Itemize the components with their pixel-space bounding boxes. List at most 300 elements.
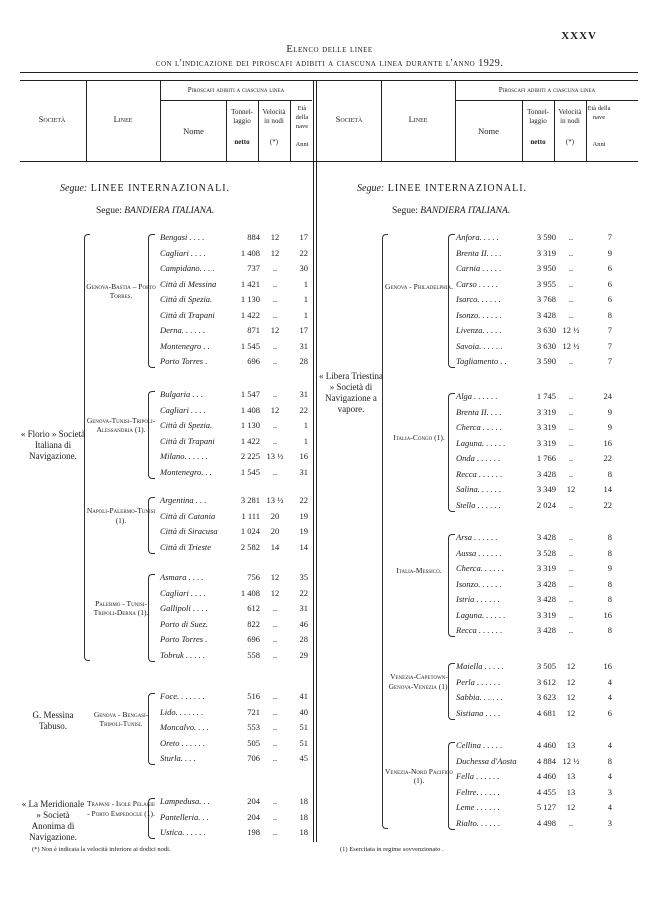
ship-speed: .. bbox=[272, 691, 278, 701]
ship-name: Alga . . . . . . bbox=[456, 391, 498, 401]
ship-age: 18 bbox=[299, 827, 308, 837]
ship-tonnage: 3 612 bbox=[536, 676, 556, 687]
ship-name: Ustica. . . . . . bbox=[160, 827, 206, 837]
ship-speed: .. bbox=[568, 391, 574, 401]
table-header bbox=[20, 80, 638, 162]
ship-age: 6 bbox=[607, 707, 612, 718]
ship-name: Recca . . . . . . bbox=[456, 468, 503, 479]
ship-tonnage: 4 884 bbox=[536, 755, 556, 766]
ship-age: 3 bbox=[607, 817, 612, 828]
ship-tonnage: 3 319 bbox=[536, 437, 556, 448]
table-row bbox=[0, 498, 659, 513]
ship-speed: .. bbox=[272, 263, 278, 273]
ship-tonnage: 721 bbox=[247, 706, 260, 717]
ship-tonnage: 3 950 bbox=[536, 263, 556, 273]
ship-speed: 12 bbox=[566, 802, 576, 812]
ship-speed: .. bbox=[568, 532, 574, 542]
ship-tonnage: 2 582 bbox=[240, 541, 260, 552]
ship-age: 4 bbox=[607, 771, 612, 781]
ship-name: Isonzo. . . . . . bbox=[456, 578, 502, 589]
header-piroscafi-left: Piroscafi adibiti a ciascuna linea bbox=[187, 86, 285, 94]
ship-name: Gallipoli . . . . bbox=[160, 603, 208, 613]
table-row bbox=[0, 323, 659, 338]
ship-age: 14 bbox=[603, 484, 612, 494]
table-row bbox=[0, 706, 659, 721]
ship-speed: .. bbox=[272, 811, 278, 822]
table-row bbox=[0, 623, 659, 638]
ship-speed: .. bbox=[568, 263, 574, 273]
ship-name: Savoia. . . . . . bbox=[456, 340, 503, 351]
ship-tonnage: 1 408 bbox=[240, 587, 260, 598]
header-velocita-right: Velocità in nodi bbox=[558, 108, 582, 125]
ship-age: 28 bbox=[299, 356, 308, 366]
ship-age: 8 bbox=[607, 547, 612, 558]
ship-age: 31 bbox=[299, 340, 308, 351]
ship-age: 7 bbox=[607, 340, 612, 351]
header-velocita-left: Velocità in nodi bbox=[262, 108, 286, 125]
ship-tonnage: 1 111 bbox=[241, 510, 260, 521]
table-row bbox=[0, 738, 659, 753]
ship-speed: .. bbox=[568, 594, 574, 604]
ship-tonnage: 2 225 bbox=[240, 451, 260, 461]
ship-tonnage: 1 408 bbox=[240, 404, 260, 415]
ship-age: 1 bbox=[303, 309, 308, 320]
ship-name: Porto Torres . bbox=[160, 634, 208, 644]
ship-speed: .. bbox=[568, 309, 574, 320]
ship-name: Anfora. . . . . bbox=[456, 232, 499, 242]
table-row bbox=[0, 261, 659, 276]
header-anni-left: Anni bbox=[295, 141, 309, 148]
line-name: Italia-Messico. bbox=[396, 566, 442, 576]
ship-age: 1 bbox=[303, 294, 308, 304]
line-name: Genova - Bengasi-Tripoli-Tunisi. bbox=[93, 709, 149, 729]
table-row bbox=[0, 420, 659, 435]
line-name: Trapani - Isole Pelagie - Porto Empedocle (1). bbox=[86, 799, 156, 818]
ship-speed: .. bbox=[272, 309, 278, 320]
ship-tonnage: 822 bbox=[247, 618, 260, 629]
table-row bbox=[0, 659, 659, 674]
header-eta-right: Età della nave bbox=[587, 105, 611, 121]
right-bandiera: Segue: BANDIERA ITALIANA. bbox=[392, 206, 511, 216]
ship-name: Cagliari . . . . bbox=[160, 404, 206, 415]
ship-speed: .. bbox=[272, 389, 278, 399]
ship-speed: .. bbox=[568, 406, 574, 417]
ship-name: Bengasi . . . . bbox=[160, 232, 205, 242]
header-linee-left: Linee bbox=[113, 114, 133, 124]
table-row bbox=[0, 436, 659, 451]
ship-tonnage: 3 428 bbox=[536, 625, 556, 635]
ship-age: 22 bbox=[603, 499, 612, 510]
ship-age: 1 bbox=[303, 278, 308, 289]
ship-speed: 12 bbox=[270, 572, 280, 582]
ship-speed: .. bbox=[272, 340, 278, 351]
ship-name: Lampedusa. . . bbox=[160, 796, 210, 806]
company-name: « Florio » Società Italiana di Navigazione. bbox=[20, 428, 86, 461]
ship-age: 22 bbox=[299, 587, 308, 598]
ship-age: 4 bbox=[607, 740, 612, 750]
ship-tonnage: 1 766 bbox=[536, 453, 556, 463]
page-number: XXXV bbox=[561, 30, 597, 42]
ship-name: Città di Trapani bbox=[160, 309, 215, 320]
ship-tonnage: 553 bbox=[247, 722, 260, 732]
line-name: Venezia-Capetown-Genova-Venezia (1). bbox=[388, 672, 450, 691]
table-row bbox=[0, 690, 659, 705]
line-name: Genova-Tunisi-Tripoli-Alessandria (1). bbox=[86, 415, 156, 434]
ship-speed: 12 bbox=[270, 232, 280, 242]
ship-tonnage: 1 422 bbox=[240, 435, 260, 446]
ship-name: Salina. . . . . . bbox=[456, 484, 502, 494]
ship-name: Asmara . . . . bbox=[160, 572, 204, 582]
ship-speed: 13 bbox=[566, 771, 576, 781]
ship-tonnage: 4 498 bbox=[536, 817, 556, 828]
ship-tonnage: 3 955 bbox=[536, 278, 556, 289]
ship-tonnage: 204 bbox=[247, 811, 260, 822]
ship-name: Onda . . . . . . bbox=[456, 453, 501, 463]
header-bottom-rule bbox=[20, 161, 638, 162]
ship-speed: .. bbox=[272, 294, 278, 304]
ship-name: Sistiana . . . . bbox=[456, 707, 501, 718]
ship-age: 1 bbox=[303, 420, 308, 430]
ship-speed: 12 bbox=[270, 404, 280, 415]
ship-tonnage: 505 bbox=[247, 737, 260, 748]
ship-name: Laguna. . . . . . bbox=[456, 609, 506, 620]
header-linee-right: Linee bbox=[408, 114, 428, 124]
line-bracket bbox=[448, 742, 455, 830]
line-name: Genova-Bastia – Porto Torres. bbox=[86, 281, 156, 301]
ship-speed: .. bbox=[568, 294, 574, 304]
ship-age: 46 bbox=[299, 618, 308, 629]
header-top-rule bbox=[20, 80, 638, 81]
ship-tonnage: 3 319 bbox=[536, 247, 556, 258]
ship-age: 6 bbox=[607, 294, 612, 304]
company-name: G. Messina Tabuso. bbox=[32, 709, 74, 731]
ship-speed: .. bbox=[568, 578, 574, 589]
ship-age: 22 bbox=[299, 404, 308, 415]
line-name: Palermo - Tunisi-Tripoli-Derna (1). bbox=[93, 598, 149, 617]
ship-tonnage: 884 bbox=[247, 232, 260, 242]
ship-tonnage: 3 428 bbox=[536, 309, 556, 320]
ship-speed: .. bbox=[272, 420, 278, 430]
ship-tonnage: 5 127 bbox=[536, 802, 556, 812]
ship-age: 8 bbox=[607, 594, 612, 604]
ship-speed: .. bbox=[568, 278, 574, 289]
ship-tonnage: 706 bbox=[247, 753, 260, 763]
ship-speed: .. bbox=[568, 356, 574, 366]
ship-age: 8 bbox=[607, 755, 612, 766]
ship-tonnage: 696 bbox=[247, 356, 260, 366]
ship-age: 17 bbox=[299, 325, 308, 335]
divider bbox=[455, 100, 638, 101]
ship-tonnage: 756 bbox=[247, 572, 260, 582]
ship-name: Oreto . . . . . . bbox=[160, 737, 206, 748]
ship-name: Città di Spezia. bbox=[160, 420, 213, 430]
line-name: Genova - Philadelphia. bbox=[385, 281, 453, 291]
header-tonnellaggio-right: Tonnel-laggio bbox=[527, 108, 549, 125]
ship-tonnage: 3 630 bbox=[536, 325, 556, 335]
ship-tonnage: 1 545 bbox=[240, 340, 260, 351]
ship-name: Fella . . . . . . bbox=[456, 771, 500, 781]
ship-name: Sturla. . . . bbox=[160, 753, 196, 763]
ship-tonnage: 3 319 bbox=[536, 609, 556, 620]
ship-age: 22 bbox=[299, 247, 308, 258]
ship-name: Arsa . . . . . . bbox=[456, 532, 498, 542]
table-row bbox=[0, 482, 659, 497]
line-bracket bbox=[448, 534, 455, 637]
ship-age: 16 bbox=[603, 609, 612, 620]
ship-age: 31 bbox=[299, 603, 308, 613]
ship-tonnage: 3 623 bbox=[536, 692, 556, 702]
ship-speed: .. bbox=[272, 737, 278, 748]
ship-tonnage: 2 024 bbox=[536, 499, 556, 510]
header-velocita-note-right: (*) bbox=[565, 138, 575, 146]
ship-age: 19 bbox=[299, 510, 308, 521]
ship-speed: .. bbox=[568, 422, 574, 432]
footnote-right: (1) Esercitata in regime sovvenzionato . bbox=[340, 846, 444, 853]
ship-age: 6 bbox=[607, 278, 612, 289]
ship-age: 16 bbox=[603, 437, 612, 448]
line-name: Italia-Congo (1). bbox=[393, 433, 445, 442]
ship-speed: .. bbox=[568, 453, 574, 463]
ship-name: Argentina . . . bbox=[160, 495, 207, 505]
ship-age: 24 bbox=[603, 391, 612, 401]
ship-tonnage: 4 460 bbox=[536, 771, 556, 781]
header-societa-right: Società bbox=[335, 114, 363, 124]
ship-tonnage: 1 130 bbox=[240, 294, 260, 304]
line-bracket bbox=[448, 234, 455, 368]
ship-age: 19 bbox=[299, 526, 308, 536]
ship-age: 9 bbox=[607, 563, 612, 573]
ship-name: Porto di Suez. bbox=[160, 618, 208, 629]
ship-speed: 12 bbox=[270, 247, 280, 258]
ship-speed: 20 bbox=[270, 510, 280, 521]
ship-age: 16 bbox=[603, 661, 612, 671]
ship-speed: .. bbox=[568, 499, 574, 510]
ship-tonnage: 3 428 bbox=[536, 594, 556, 604]
ship-speed: 12 ½ bbox=[562, 340, 580, 351]
table-row bbox=[0, 816, 659, 831]
ship-age: 9 bbox=[607, 406, 612, 417]
header-eta-left: Età della nave bbox=[295, 105, 309, 130]
ship-age: 9 bbox=[607, 247, 612, 258]
line-bracket bbox=[448, 393, 455, 512]
ship-tonnage: 3 590 bbox=[536, 232, 556, 242]
header-velocita-note-left: (*) bbox=[269, 138, 279, 146]
ship-name: Cellina . . . . . bbox=[456, 740, 503, 750]
ship-tonnage: 3 428 bbox=[536, 468, 556, 479]
divider bbox=[313, 80, 314, 162]
table-row bbox=[0, 451, 659, 466]
ship-name: Città di Trieste bbox=[160, 541, 212, 552]
ship-age: 40 bbox=[299, 706, 308, 717]
ship-speed: .. bbox=[568, 817, 574, 828]
ship-age: 41 bbox=[299, 691, 308, 701]
ship-tonnage: 4 681 bbox=[536, 707, 556, 718]
ship-name: Stella . . . . . . bbox=[456, 499, 501, 510]
ship-name: Recca . . . . . . bbox=[456, 625, 503, 635]
table-row bbox=[0, 230, 659, 245]
company-bracket bbox=[382, 234, 388, 829]
ship-age: 8 bbox=[607, 532, 612, 542]
ship-tonnage: 3 281 bbox=[240, 495, 260, 505]
table-row bbox=[0, 339, 659, 354]
ship-tonnage: 1 408 bbox=[240, 247, 260, 258]
ship-tonnage: 3 590 bbox=[536, 356, 556, 366]
header-nome-left: Nome bbox=[183, 126, 204, 136]
ship-name: Perla . . . . . . bbox=[456, 676, 501, 687]
ship-speed: 12 bbox=[566, 484, 576, 494]
ship-tonnage: 612 bbox=[247, 603, 260, 613]
ship-speed: .. bbox=[272, 278, 278, 289]
ship-speed: 12 bbox=[566, 692, 576, 702]
ship-speed: .. bbox=[568, 247, 574, 258]
ship-speed: 13 bbox=[566, 786, 576, 797]
ship-age: 1 bbox=[303, 435, 308, 446]
ship-tonnage: 3 630 bbox=[536, 340, 556, 351]
ship-name: Città di Siracusa bbox=[160, 526, 218, 536]
ship-age: 9 bbox=[607, 422, 612, 432]
ship-tonnage: 737 bbox=[247, 263, 260, 273]
ship-speed: .. bbox=[272, 649, 278, 660]
ship-name: Maiella . . . . . bbox=[456, 661, 504, 671]
ship-age: 28 bbox=[299, 634, 308, 644]
ship-name: Isarco. . . . . . bbox=[456, 294, 501, 304]
company-name: « La Meridionale » Società Anonima di Navigazione. bbox=[21, 799, 85, 843]
ship-age: 8 bbox=[607, 468, 612, 479]
page-title: Elenco delle linee bbox=[286, 44, 373, 55]
ship-age: 22 bbox=[299, 495, 308, 505]
table-row bbox=[0, 246, 659, 261]
header-netto-left: netto bbox=[234, 138, 250, 146]
ship-tonnage: 3 768 bbox=[536, 294, 556, 304]
table-row bbox=[0, 467, 659, 482]
ship-name: Brenta II. . . . bbox=[456, 247, 502, 258]
ship-speed: .. bbox=[272, 753, 278, 763]
table-row bbox=[0, 754, 659, 769]
ship-age: 14 bbox=[299, 541, 308, 552]
ship-speed: .. bbox=[272, 618, 278, 629]
ship-name: Istria . . . . . . bbox=[456, 594, 500, 604]
ship-name: Cagliari . . . . bbox=[160, 247, 206, 258]
ship-speed: .. bbox=[568, 468, 574, 479]
ship-tonnage: 3 505 bbox=[536, 661, 556, 671]
ship-name: Città di Spezia. bbox=[160, 294, 213, 304]
ship-name: Campidano. . . . bbox=[160, 263, 215, 273]
ship-name: Montenegro. . . bbox=[160, 466, 212, 477]
table-row bbox=[0, 292, 659, 307]
ship-age: 22 bbox=[603, 453, 612, 463]
ship-name: Tobruk . . . . . bbox=[160, 649, 206, 660]
ship-speed: 13 bbox=[566, 740, 576, 750]
ship-name: Derna. . . . . . bbox=[160, 325, 206, 335]
ship-age: 8 bbox=[607, 625, 612, 635]
ship-name: Cherca. . . . . . bbox=[456, 563, 505, 573]
ship-tonnage: 558 bbox=[247, 649, 260, 660]
ship-name: Bulgaria . . . bbox=[160, 389, 203, 399]
ship-speed: 12 bbox=[270, 587, 280, 598]
ship-speed: 12 bbox=[566, 676, 576, 687]
ship-age: 8 bbox=[607, 578, 612, 589]
ship-tonnage: 4 455 bbox=[536, 786, 556, 797]
ship-speed: .. bbox=[272, 796, 278, 806]
header-anni-right: Anni bbox=[592, 141, 606, 148]
ship-age: 29 bbox=[299, 649, 308, 660]
ship-tonnage: 1 545 bbox=[240, 466, 260, 477]
ship-tonnage: 1 024 bbox=[240, 526, 260, 536]
ship-tonnage: 204 bbox=[247, 796, 260, 806]
ship-tonnage: 1 130 bbox=[240, 420, 260, 430]
ship-speed: .. bbox=[568, 625, 574, 635]
table-row bbox=[0, 577, 659, 592]
ship-tonnage: 3 349 bbox=[536, 484, 556, 494]
table-row bbox=[0, 608, 659, 623]
ship-name: Carnia . . . . . bbox=[456, 263, 502, 273]
ship-speed: 12 bbox=[566, 661, 576, 671]
header-societa-left: Società bbox=[38, 114, 66, 124]
ship-speed: 20 bbox=[270, 526, 280, 536]
ship-tonnage: 3 319 bbox=[536, 422, 556, 432]
ship-name: Città di Trapani bbox=[160, 435, 215, 446]
table-row bbox=[0, 277, 659, 292]
ship-name: Livenza. . . . . bbox=[456, 325, 502, 335]
ship-name: Montenegro . . bbox=[160, 340, 210, 351]
ship-tonnage: 696 bbox=[247, 634, 260, 644]
table-row bbox=[0, 785, 659, 800]
line-name: Napoli-Palermo-Tunisi (1). bbox=[86, 506, 156, 525]
ship-name: Cagliari . . . . bbox=[160, 587, 206, 598]
table-row bbox=[0, 530, 659, 545]
ship-age: 4 bbox=[607, 692, 612, 702]
ship-name: Brenta II. . . . bbox=[456, 406, 502, 417]
ship-age: 18 bbox=[299, 811, 308, 822]
ship-age: 7 bbox=[607, 325, 612, 335]
ship-speed: 13 ½ bbox=[266, 451, 284, 461]
ship-age: 4 bbox=[607, 676, 612, 687]
ship-tonnage: 3 319 bbox=[536, 563, 556, 573]
ship-name: Duchessa d'Aosta bbox=[456, 755, 517, 766]
left-bandiera: Segue: BANDIERA ITALIANA. bbox=[96, 206, 215, 216]
ship-tonnage: 3 319 bbox=[536, 406, 556, 417]
ship-tonnage: 1 745 bbox=[536, 391, 556, 401]
ship-tonnage: 4 460 bbox=[536, 740, 556, 750]
header-nome-right: Nome bbox=[478, 126, 499, 136]
ship-name: Lido. . . . . . . bbox=[160, 706, 204, 717]
ship-tonnage: 3 528 bbox=[536, 547, 556, 558]
ship-age: 8 bbox=[607, 309, 612, 320]
ship-speed: .. bbox=[272, 466, 278, 477]
table-row bbox=[0, 766, 659, 785]
ship-speed: .. bbox=[568, 232, 574, 242]
ship-speed: .. bbox=[568, 547, 574, 558]
ship-name: Cherca . . . . . bbox=[456, 422, 502, 432]
ship-age: 51 bbox=[299, 737, 308, 748]
ship-age: 6 bbox=[607, 263, 612, 273]
ship-age: 18 bbox=[299, 796, 308, 806]
ship-speed: .. bbox=[272, 634, 278, 644]
table-row bbox=[0, 592, 659, 607]
header-netto-right: netto bbox=[530, 138, 546, 146]
ship-speed: .. bbox=[272, 827, 278, 837]
footnote-left: (*) Non è indicata la velocità inferiore ai dodici nodi. bbox=[32, 846, 171, 853]
ship-age: 3 bbox=[607, 786, 612, 797]
table-row bbox=[0, 561, 659, 576]
ship-age: 7 bbox=[607, 356, 612, 366]
ship-speed: 12 bbox=[566, 707, 576, 718]
ship-age: 31 bbox=[299, 389, 308, 399]
ship-name: Carso . . . . . bbox=[456, 278, 499, 289]
ship-age: 30 bbox=[299, 263, 308, 273]
ship-speed: .. bbox=[272, 603, 278, 613]
ship-name: Città di Messina bbox=[160, 278, 217, 289]
